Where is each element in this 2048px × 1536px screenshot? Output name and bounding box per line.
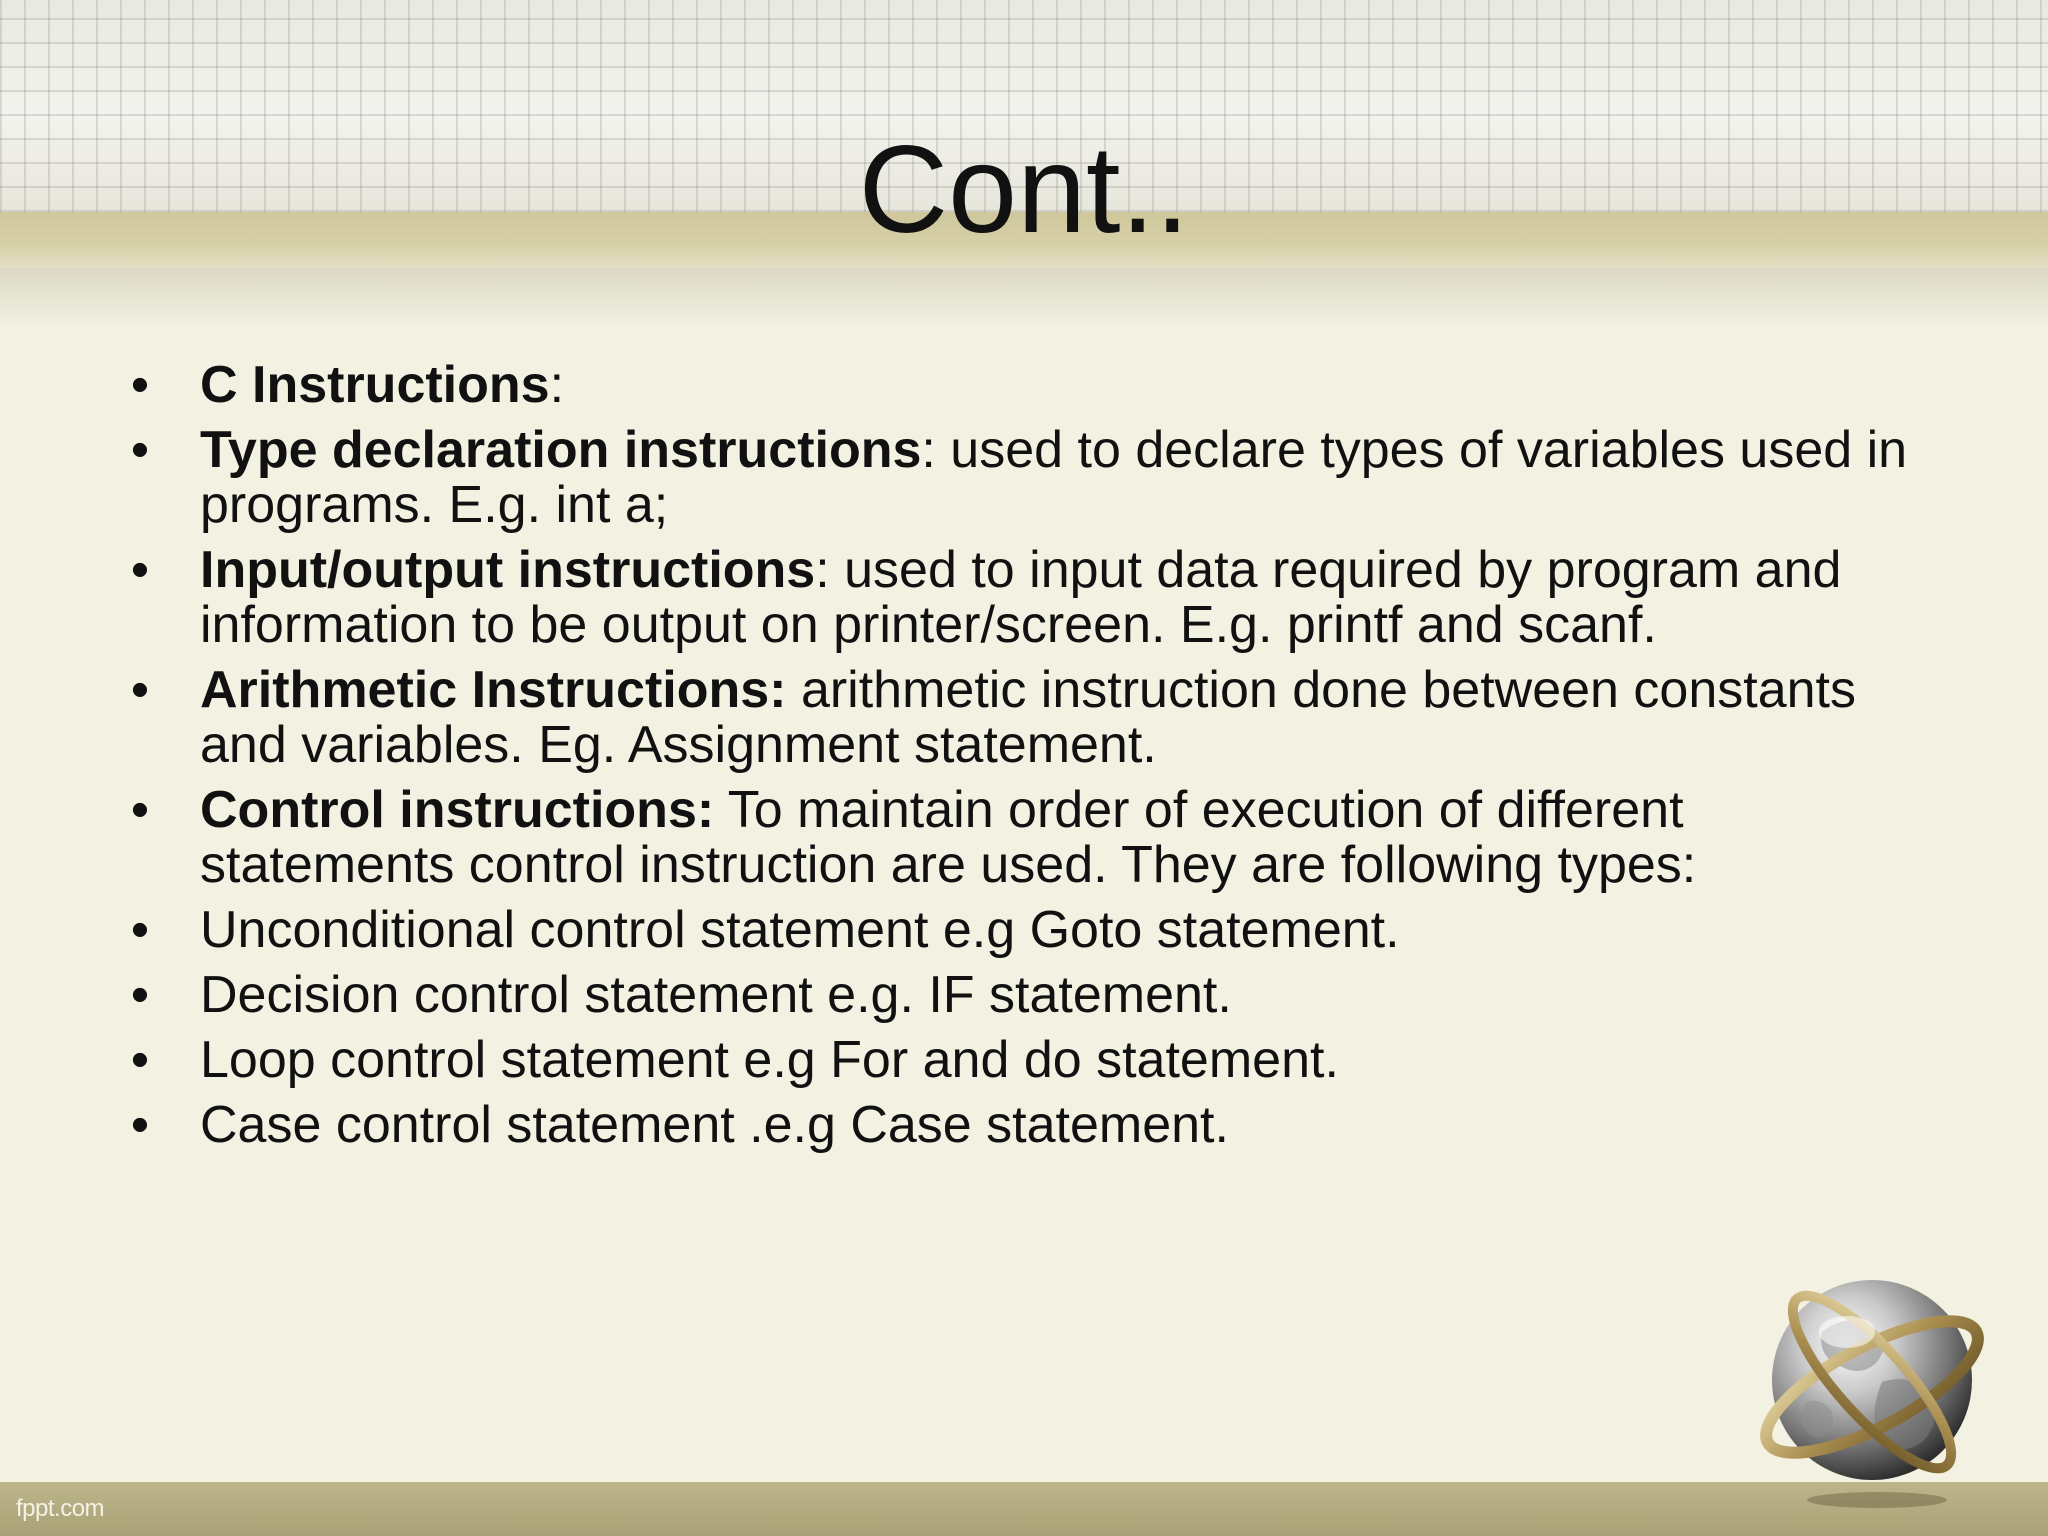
bullet-marker: •: [130, 781, 150, 839]
bullet-term: Type declaration instructions: [200, 421, 922, 479]
bullet-marker: •: [130, 356, 150, 414]
bullet-text: Unconditional control statement e.g Goto statement.: [200, 901, 1400, 959]
bullet-text: To maintain order of execution of different statements control instruction are used. They are following types:: [200, 781, 1697, 894]
bullet-item: [120, 1098, 1920, 1153]
bullet-marker: •: [130, 421, 150, 479]
bullet-text: arithmetic instruction done between constants and variables. Eg. Assignment statement.: [200, 661, 1856, 774]
bullet-item: [120, 358, 1920, 413]
footer-band: [0, 1482, 2048, 1536]
bullet-item: [120, 1033, 1920, 1088]
bullet-list: [120, 358, 1920, 1163]
bullet-marker: •: [130, 966, 150, 1024]
bullet-item: [120, 783, 1920, 893]
slide-title: Cont..: [858, 121, 1190, 259]
bullet-item: [120, 968, 1920, 1023]
bullet-text: Loop control statement e.g For and do statement.: [200, 1031, 1339, 1089]
bullet-item: [120, 543, 1920, 653]
header-band-shadow: [0, 268, 2048, 328]
footer-brand: fppt.com: [16, 1495, 105, 1522]
globe-icon: [1752, 1262, 1992, 1512]
bullet-term: Arithmetic Instructions:: [200, 661, 787, 719]
bullet-text: : used to input data required by program and information to be output on printer/screen. E.g. printf and scanf.: [200, 541, 1842, 654]
bullet-marker: •: [130, 1096, 150, 1154]
bullet-term: Input/output instructions: [200, 541, 816, 599]
bullet-marker: •: [130, 901, 150, 959]
bullet-marker: •: [130, 1031, 150, 1089]
bullet-text: Decision control statement e.g. IF statement.: [200, 966, 1232, 1024]
bullet-text: Case control statement .e.g Case statement.: [200, 1096, 1229, 1154]
bullet-term: C Instructions: [200, 356, 550, 414]
bullet-marker: •: [130, 661, 150, 719]
bullet-item: [120, 423, 1920, 533]
bullet-term: Control instructions:: [200, 781, 715, 839]
bullet-text: : used to declare types of variables used in programs. E.g. int a;: [200, 421, 1908, 534]
bullet-text: :: [549, 356, 565, 414]
bullet-item: [120, 903, 1920, 958]
bullet-marker: •: [130, 541, 150, 599]
bullet-item: [120, 663, 1920, 773]
